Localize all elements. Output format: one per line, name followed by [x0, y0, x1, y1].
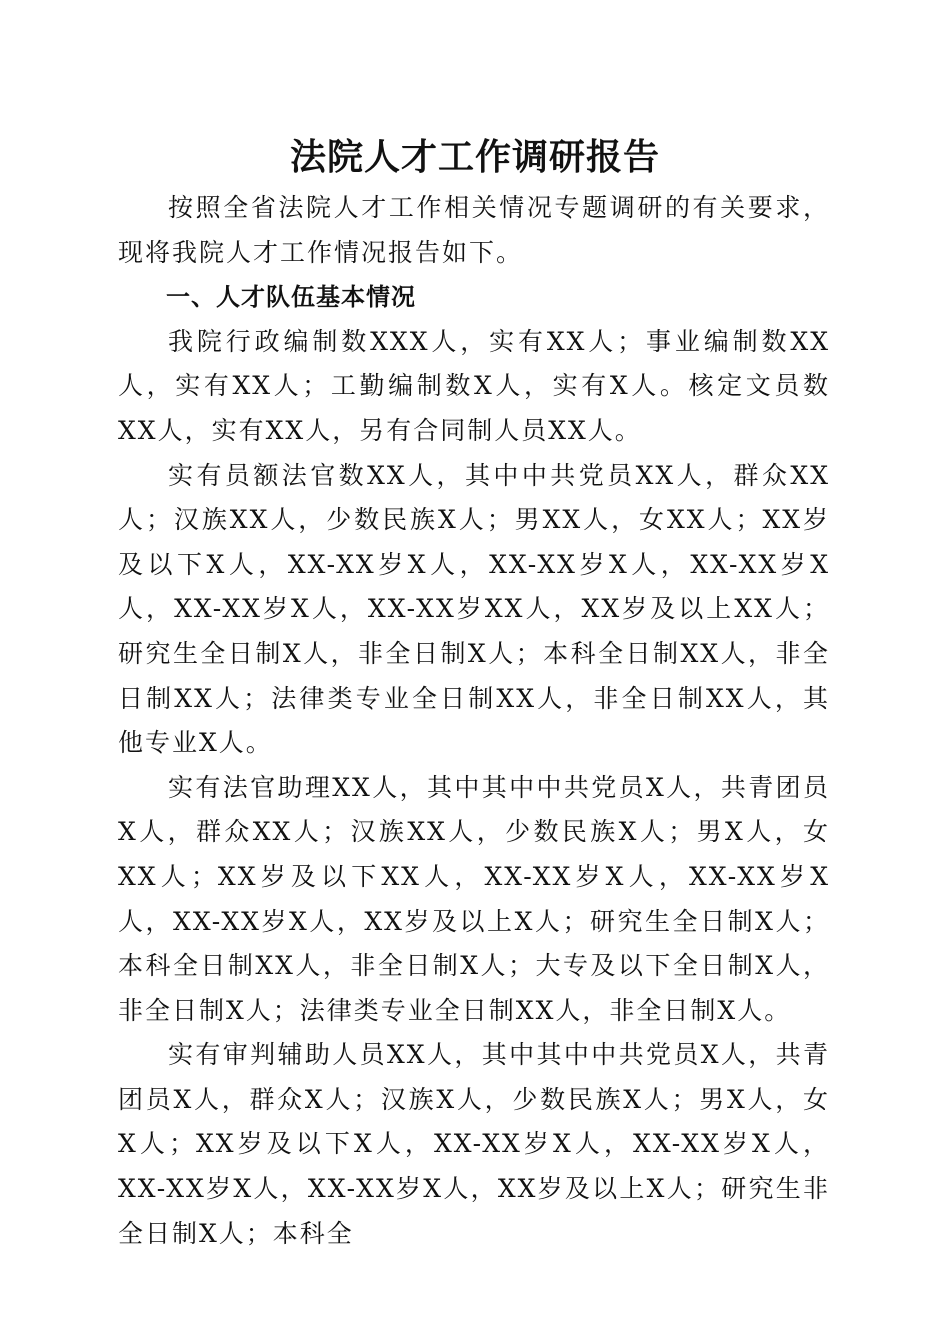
paragraph-judge-assistants: 实有法官助理XX人，其中其中中共党员X人，共青团员X人，群众XX人；汉族XX人，少数民族X人；男X人，女XX人；XX岁及以下XX人，XX-XX岁X人，XX-XX岁X人，XX-XX岁X人，XX岁及以上X人；研究生全日制X人；本科全日制XX人，非全日制X人；大专及以下全日制X人，非全日制X人；法律类专业全日制XX人，非全日制X人。	[118, 772, 830, 1025]
intro-paragraph: 按照全省法院人才工作相关情况专题调研的有关要求，现将我院人才工作情况报告如下。	[118, 193, 830, 267]
paragraph-support-staff: 实有审判辅助人员XX人，其中其中中共党员X人，共青团员X人，群众X人；汉族X人，少数民族X人；男X人，女X人；XX岁及以下X人，XX-XX岁X人，XX-XX岁X人，XX-XX岁X人，XX-XX岁X人，XX岁及以上X人；研究生非全日制X人；本科全	[118, 1040, 830, 1248]
section-heading-1: 一、人才队伍基本情况	[166, 283, 416, 312]
document-title: 法院人才工作调研报告	[289, 136, 660, 178]
document-body	[118, 186, 830, 1256]
paragraph-judges: 实有员额法官数XX人，其中中共党员XX人，群众XX人；汉族XX人，少数民族X人；男XX人，女XX人；XX岁及以下X人，XX-XX岁X人，XX-XX岁X人，XX-XX岁X人，XX-XX岁X人，XX-XX岁XX人，XX岁及以上XX人；研究生全日制X人，非全日制X人；本科全日制XX人，非全日制XX人；法律类专业全日制XX人，非全日制XX人，其他专业X人。	[118, 460, 830, 758]
paragraph-staffing: 我院行政编制数XXX人，实有XX人；事业编制数XX人，实有XX人；工勤编制数X人，实有X人。核定文员数XX人，实有XX人，另有合同制人员XX人。	[118, 326, 830, 445]
